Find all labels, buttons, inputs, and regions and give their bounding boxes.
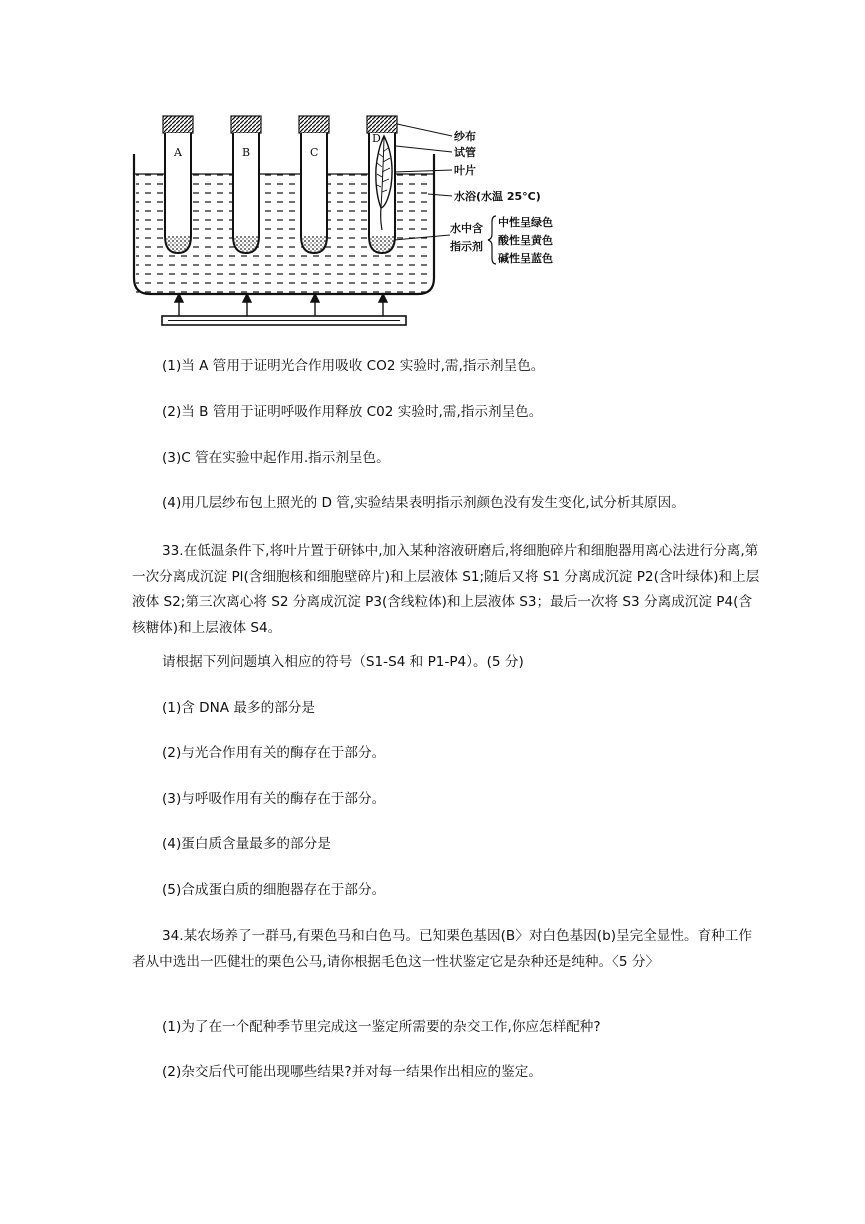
tube-label-c: C: [310, 146, 319, 159]
light-arrows: [175, 294, 387, 318]
legend-indicator-line2: 指示剂: [450, 240, 483, 253]
legend-gauze: 纱布: [454, 130, 476, 143]
test-tube-b: [231, 116, 261, 253]
tube-label-b: B: [242, 146, 251, 159]
legend-leaf: 叶片: [454, 164, 476, 177]
question-33-3: (3)与呼吸作用有关的酶存在于部分。: [162, 791, 386, 807]
question-33-5: (5)合成蛋白质的细胞器存在于部分。: [162, 882, 386, 898]
legend-indicator-line1: 水中含: [450, 222, 483, 235]
test-tube-c: [299, 116, 329, 253]
test-tube-d: [367, 116, 397, 253]
question-33-4: (4)蛋白质含量最多的部分是: [162, 836, 331, 852]
question-34-intro: 34.某农场养了一群马,有栗色马和白色马。已知栗色基因(B〉对白色基因(b)呈完全显性。育种工作者从中选出一匹健壮的栗色公马,请你根据毛色这一性状鉴定它是杂种还是纯种。〈5 分〉: [132, 928, 752, 970]
legend-test-tube: 试管: [454, 146, 476, 159]
legend-neutral: 中性呈绿色: [498, 216, 553, 229]
legend-water-bath: 水浴(水温 25°C): [454, 190, 541, 203]
legend-acidic: 酸性呈黄色: [498, 234, 553, 247]
question-32-2: (2)当 B 管用于证明呼吸作用释放 C02 实验时,需,指示剂呈色。: [162, 404, 543, 420]
lamp-bar: [162, 316, 406, 325]
tube-label-a: A: [174, 146, 182, 159]
question-33-1: (1)含 DNA 最多的部分是: [162, 700, 315, 716]
question-32-3: (3)C 管在实验中起作用.指示剂呈色。: [162, 450, 390, 466]
question-33-intro: 33.在低温条件下,将叶片置于研钵中,加入某种溶液研磨后,将细胞碎片和细胞器用离心法进行分离,第一次分离成沉淀 Pl(含细胞核和细胞壁碎片)和上层液体 S1;随后又将 S1 分离成沉淀 P2(含叶绿体)和上层液体 S2;第三次离心将 S2 分离成沉淀 P3(含线粒体)和上层液体 S3；最后一次将 S3 分离成沉淀 P4(含核糖体)和上层液体 S4。: [132, 543, 760, 636]
experiment-figure: [132, 108, 564, 330]
question-33-prompt: 请根据下列问题填入相应的符号（S1-S4 和 P1-P4）。(5 分): [162, 654, 524, 670]
legend-basic: 碱性呈蓝色: [498, 252, 553, 265]
question-32-1: (1)当 A 管用于证明光合作用吸收 CO2 实验时,需,指示剂呈色。: [162, 358, 545, 374]
question-34-1: (1)为了在一个配种季节里完成这一鉴定所需要的杂交工作,你应怎样配种?: [162, 1019, 601, 1035]
tube-label-d: D: [372, 132, 381, 145]
test-tube-a: [163, 116, 193, 253]
figure-legend: [450, 129, 553, 265]
question-32-4: (4)用几层纱布包上照光的 D 管,实验结果表明指示剂颜色没有发生变化,试分析其原因。: [162, 495, 685, 511]
question-33-2: (2)与光合作用有关的酶存在于部分。: [162, 745, 386, 761]
question-34-2: (2)杂交后代可能出现哪些结果?并对每一结果作出相应的鉴定。: [162, 1064, 542, 1080]
